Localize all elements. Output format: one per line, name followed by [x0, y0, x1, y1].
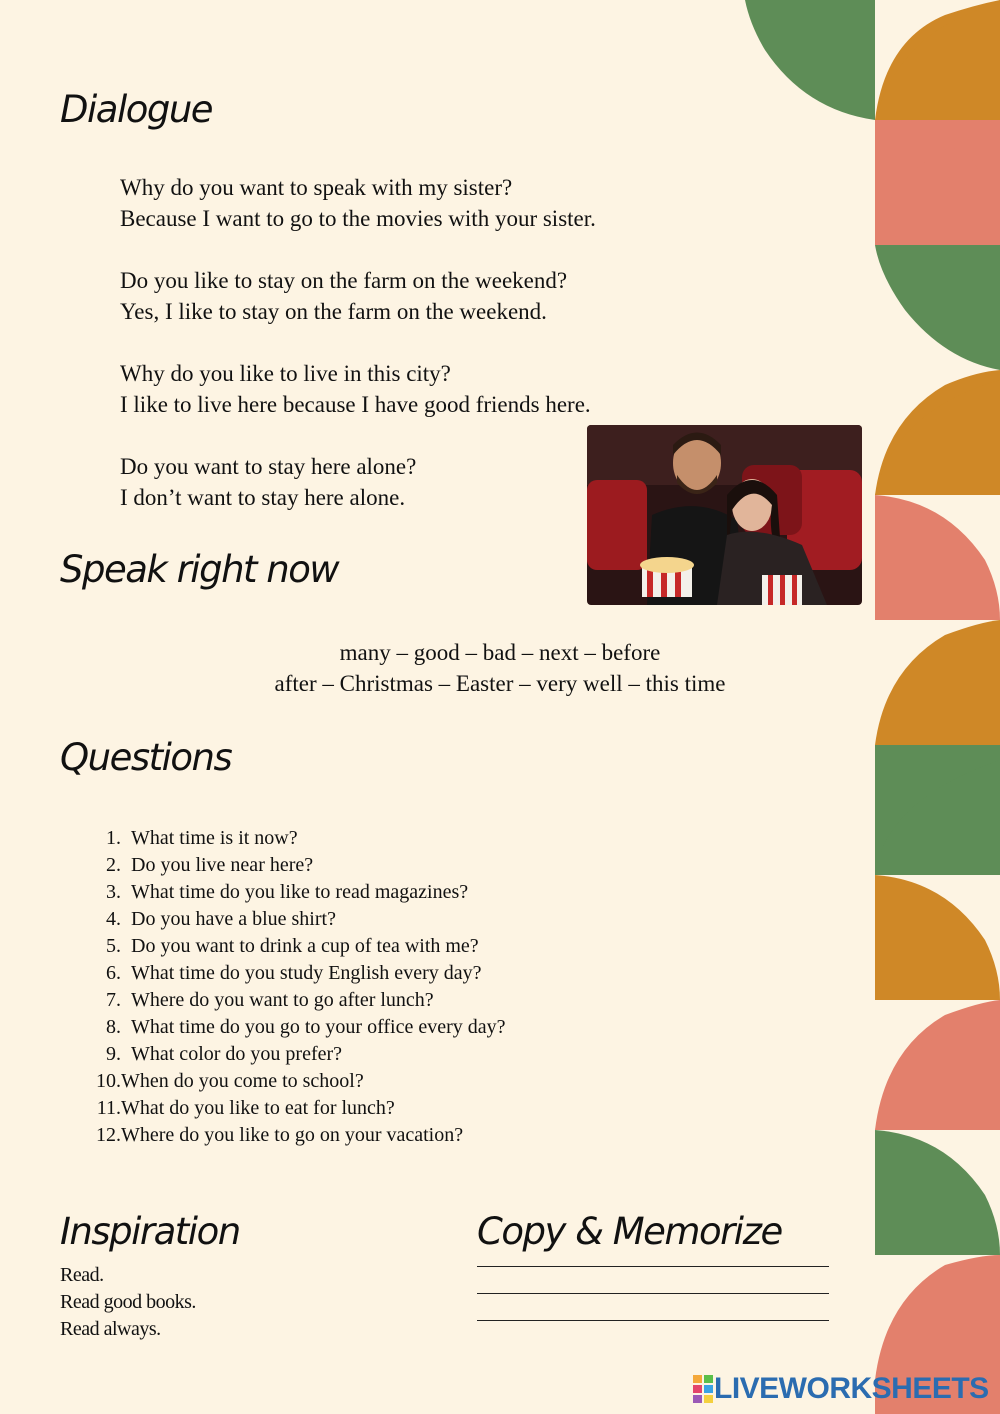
- dialogue-line: Yes, I like to stay on the farm on the weekend.: [120, 299, 547, 324]
- dialogue-line: Why do you want to speak with my sister?: [120, 175, 513, 200]
- logo-text: LIVEWORKSHEETS: [714, 1372, 989, 1405]
- list-item: [88, 1095, 506, 1122]
- questions-list: [88, 825, 506, 1149]
- liveworksheets-logo[interactable]: [692, 1372, 989, 1406]
- dialogue-line: Why do you like to live in this city?: [120, 361, 451, 386]
- speak-word-list: [0, 637, 1000, 699]
- dialogue-pair: [120, 172, 680, 234]
- list-number: 1.: [106, 827, 121, 849]
- copy-memorize-heading: Copy & Memorize: [477, 1210, 782, 1253]
- dialogue-line: I like to live here because I have good friends here.: [120, 392, 591, 417]
- list-item: [88, 906, 506, 933]
- green-leaf-shape: [875, 245, 1000, 370]
- question-text: What do you like to eat for lunch?: [121, 1097, 395, 1119]
- dialogue-line: Do you like to stay on the farm on the weekend?: [120, 268, 568, 293]
- question-text: What time do you study English every day?: [131, 962, 482, 984]
- question-text: Where do you want to go after lunch?: [131, 989, 434, 1011]
- inspiration-line: Read always.: [60, 1318, 161, 1340]
- dialogue-line: I don’t want to stay here alone.: [120, 485, 406, 510]
- list-number: 3.: [106, 881, 121, 903]
- list-number: 2.: [106, 854, 121, 876]
- blank-answer-line[interactable]: [477, 1320, 829, 1321]
- dialogue-heading: Dialogue: [60, 88, 213, 131]
- list-number: 6.: [106, 962, 121, 984]
- list-item: [88, 933, 506, 960]
- inspiration-heading: Inspiration: [60, 1210, 240, 1253]
- inspiration-line: Read good books.: [60, 1291, 196, 1313]
- dialogue-line: Do you want to stay here alone?: [120, 454, 417, 479]
- list-number: 12.: [96, 1124, 121, 1146]
- list-number: 8.: [106, 1016, 121, 1038]
- speak-heading: Speak right now: [60, 548, 339, 591]
- green-leaf-shape: [745, 0, 875, 120]
- list-number: 9.: [106, 1043, 121, 1065]
- liveworksheets-logo-icon: [692, 1374, 714, 1404]
- question-text: Do you have a blue shirt?: [131, 908, 336, 930]
- question-text: Do you want to drink a cup of tea with me?: [131, 935, 479, 957]
- question-text: What color do you prefer?: [131, 1043, 343, 1065]
- list-number: 11.: [96, 1097, 121, 1119]
- decorative-pattern: [745, 0, 1000, 1414]
- question-text: Do you live near here?: [131, 854, 314, 876]
- orange-leaf-shape: [875, 875, 1000, 1000]
- list-number: 10.: [96, 1070, 121, 1092]
- list-number: 4.: [106, 908, 121, 930]
- question-text: When do you come to school?: [121, 1070, 364, 1092]
- list-item: [88, 960, 506, 987]
- list-item: [88, 879, 506, 906]
- question-text: What time do you go to your office every day?: [131, 1016, 506, 1038]
- list-item: [88, 852, 506, 879]
- dialogue-pair: [120, 358, 680, 420]
- salmon-leaf-shape: [875, 1255, 1000, 1380]
- list-item: [88, 1122, 506, 1149]
- list-number: 7.: [106, 989, 121, 1011]
- green-leaf-shape: [875, 1130, 1000, 1255]
- dialogue-pair: [120, 265, 680, 327]
- question-text: Where do you like to go on your vacation?: [121, 1124, 464, 1146]
- blank-answer-line[interactable]: [477, 1266, 829, 1267]
- inspiration-line: Read.: [60, 1264, 104, 1286]
- inspiration-lines: [60, 1262, 196, 1343]
- list-item: [88, 1014, 506, 1041]
- dialogue-line: Because I want to go to the movies with your sister.: [120, 206, 596, 231]
- list-item: [88, 1041, 506, 1068]
- question-text: What time is it now?: [131, 827, 298, 849]
- speak-line: after – Christmas – Easter – very well – this time: [274, 671, 726, 696]
- questions-heading: Questions: [60, 736, 232, 779]
- speak-line: many – good – bad – next – before: [339, 640, 661, 665]
- salmon-leaf-shape: [875, 495, 1000, 620]
- list-item: [88, 987, 506, 1014]
- list-item: [88, 825, 506, 852]
- blank-answer-line[interactable]: [477, 1293, 829, 1294]
- cinema-couple-photo: [587, 425, 862, 605]
- list-number: 5.: [106, 935, 121, 957]
- list-item: [88, 1068, 506, 1095]
- copy-lines: [477, 1266, 829, 1347]
- question-text: What time do you like to read magazines?: [131, 881, 469, 903]
